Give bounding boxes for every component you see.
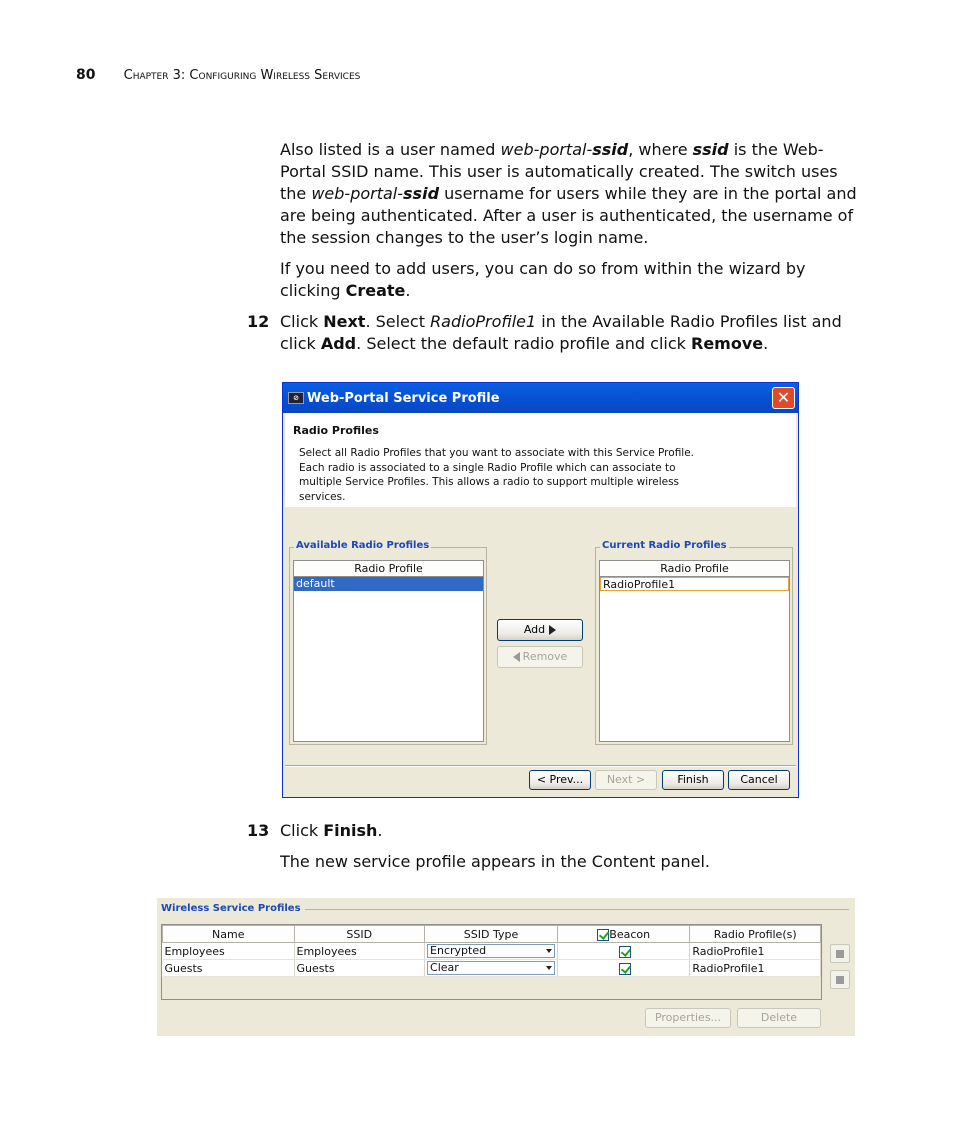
arrow-right-icon: [549, 625, 556, 635]
close-icon[interactable]: ✕: [772, 387, 795, 409]
available-radio-profiles-list[interactable]: [293, 560, 484, 742]
remove-button[interactable]: Remove: [497, 646, 583, 668]
chapter-title: Chapter 3: Configuring Wireless Services: [123, 68, 361, 83]
panel-title: Wireless Service Profiles: [161, 903, 305, 914]
web-portal-service-profile-dialog: [282, 382, 799, 798]
cell-ssid-type: [425, 943, 558, 960]
service-profiles-table: [161, 924, 822, 1000]
page-number: 80: [76, 67, 96, 83]
beacon-all-checkbox[interactable]: [597, 929, 609, 941]
cell-name: Guests: [163, 960, 295, 977]
ssid-type-select[interactable]: Clear: [427, 961, 555, 975]
add-button[interactable]: Add: [497, 619, 583, 641]
cell-name: Employees: [163, 943, 295, 960]
beacon-checkbox[interactable]: [619, 946, 631, 958]
prev-button[interactable]: < Prev...: [529, 770, 591, 790]
column-header-name[interactable]: Name: [163, 926, 295, 943]
list-item[interactable]: RadioProfile1: [600, 577, 789, 591]
panel-title-rule: [287, 909, 849, 910]
step-13-text: Click Finish.: [280, 821, 383, 840]
column-header-beacon[interactable]: Beacon: [558, 926, 690, 943]
table-row[interactable]: [163, 960, 821, 977]
delete-button[interactable]: Delete: [737, 1008, 821, 1028]
chevron-down-icon: [546, 966, 552, 970]
paragraph-content-panel: The new service profile appears in the Content panel.: [280, 852, 710, 871]
paste-icon[interactable]: [830, 970, 850, 989]
current-radio-profiles-label: Current Radio Profiles: [602, 540, 727, 551]
column-header-radio-profiles[interactable]: Radio Profile(s): [690, 926, 821, 943]
step-12-number: 12: [247, 312, 270, 331]
current-radio-profiles-list[interactable]: [599, 560, 790, 742]
cell-ssid: Guests: [294, 960, 425, 977]
wireless-service-profiles-panel: [157, 898, 855, 1036]
running-header: [76, 67, 360, 83]
cancel-button[interactable]: Cancel: [728, 770, 790, 790]
available-radio-profiles-label: Available Radio Profiles: [296, 540, 430, 551]
cell-radio-profile: RadioProfile1: [690, 943, 821, 960]
column-header-radio-profile[interactable]: Radio Profile: [600, 561, 789, 577]
section-description: Select all Radio Profiles that you want to associate with this Service Profile. Each radio is associated to a single Radio Profile which can associate to multiple Service Profiles. This allows a radio to support multiple wireless services.: [299, 447, 695, 503]
ssid-type-select[interactable]: Encrypted: [427, 944, 555, 958]
cell-radio-profile: RadioProfile1: [690, 960, 821, 977]
section-title: Radio Profiles: [293, 424, 379, 437]
finish-button[interactable]: Finish: [662, 770, 724, 790]
cell-beacon: [558, 943, 690, 960]
arrow-left-icon: [513, 652, 520, 662]
dialog-divider: [285, 765, 796, 767]
table-row[interactable]: [163, 943, 821, 960]
paragraph-web-portal-user: Also listed is a user named web-portal-ssid, where ssid is the Web-Portal SSID name. This user is automatically created. The switch uses the web-portal-ssid username for users while they are in the portal and are being authenticated. After a user is authenticated, the username of the session changes to the user’s login name.: [280, 140, 857, 247]
cell-ssid-type: [425, 960, 558, 977]
next-button[interactable]: Next >: [595, 770, 657, 790]
dialog-titlebar: [283, 383, 798, 413]
cell-ssid: Employees: [294, 943, 425, 960]
step-12-text: Click Next. Select RadioProfile1 in the Available Radio Profiles list and click Add. Select the default radio profile and click Remove.: [280, 312, 842, 353]
step-13-number: 13: [247, 821, 270, 840]
list-item[interactable]: default: [294, 577, 483, 591]
cell-beacon: [558, 960, 690, 977]
dialog-header-panel: [285, 413, 796, 507]
column-header-radio-profile[interactable]: Radio Profile: [294, 561, 483, 577]
dialog-title: Web-Portal Service Profile: [307, 391, 500, 406]
current-radio-profiles-group: [595, 540, 793, 745]
app-icon: ⊘: [288, 392, 304, 404]
paragraph-add-users: If you need to add users, you can do so from within the wizard by clicking Create.: [280, 259, 806, 300]
chevron-down-icon: [546, 949, 552, 953]
available-radio-profiles-group: [289, 540, 487, 745]
column-header-ssid[interactable]: SSID: [294, 926, 425, 943]
properties-button[interactable]: Properties...: [645, 1008, 731, 1028]
column-header-ssid-type[interactable]: SSID Type: [425, 926, 558, 943]
copy-icon[interactable]: [830, 944, 850, 963]
beacon-checkbox[interactable]: [619, 963, 631, 975]
